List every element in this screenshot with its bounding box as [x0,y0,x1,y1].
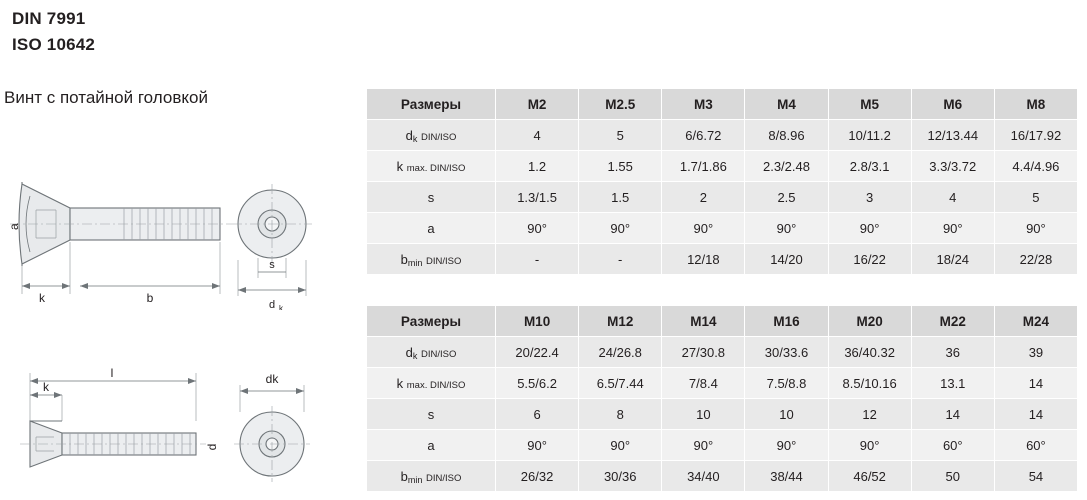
cell: 1.55 [579,151,662,182]
table-1-col-3: M4 [745,89,828,120]
table-2-body [367,337,1078,492]
dimension-table-2 [366,305,1078,492]
row-label-k: k max. DIN/ISO [367,368,496,399]
cell: 90° [745,430,828,461]
cell: 18/24 [911,244,994,275]
row-label-a: a [367,213,496,244]
cell: 8/8.96 [745,120,828,151]
cell: 90° [662,213,745,244]
cell: 10 [662,399,745,430]
cell: 90° [911,213,994,244]
row-label-bmin: bmin DIN/ISO [367,244,496,275]
drawing-label-a: a [7,223,21,230]
cell: 20/22.4 [496,337,579,368]
cell: 2.8/3.1 [828,151,911,182]
standard-din: DIN 7991 [12,9,86,28]
cell: 2 [662,182,745,213]
table-2-head [367,306,1078,337]
table-2-col-2: M14 [662,306,745,337]
drawing-label-s: s [269,259,275,271]
cell: 90° [496,430,579,461]
cell: 27/30.8 [662,337,745,368]
table-row [367,461,1078,492]
cell: 54 [994,461,1077,492]
cell: 4 [496,120,579,151]
row-label-dk: dk DIN/ISO [367,120,496,151]
cell: 38/44 [745,461,828,492]
table-1-body [367,120,1078,275]
table-2-col-4: M20 [828,306,911,337]
cell: 5 [579,120,662,151]
cell: 13.1 [911,368,994,399]
cell: 34/40 [662,461,745,492]
table-1-col-4: M5 [828,89,911,120]
cell: 90° [579,213,662,244]
row-label-k: k max. DIN/ISO [367,151,496,182]
table-1-col-6: M8 [994,89,1077,120]
drawing-label-d: d [205,443,219,451]
cell: - [579,244,662,275]
cell: 10/11.2 [828,120,911,151]
table-row [367,306,1078,337]
table-1-col-0: M2 [496,89,579,120]
drawing-label-l: l [110,366,114,380]
table-2-col-1: M12 [579,306,662,337]
cell: 14 [994,368,1077,399]
table-row [367,399,1078,430]
table-1-head [367,89,1078,120]
drawing-label-dk-sub: k [279,304,283,310]
cell: 7.5/8.8 [745,368,828,399]
cell: 90° [745,213,828,244]
cell: 1.2 [496,151,579,182]
row-label-s: s [367,182,496,213]
cell: 3 [828,182,911,213]
dimension-table-2-wrapper [366,305,1078,492]
cell: 60° [994,430,1077,461]
drawing-label-k: k [39,291,45,305]
row-label-s: s [367,399,496,430]
cell: 5 [994,182,1077,213]
cell: 22/28 [994,244,1077,275]
table-1-header-label: Размеры [367,89,496,120]
screw-drawing-side-view [0,160,360,310]
cell: 5.5/6.2 [496,368,579,399]
table-2-col-5: M22 [911,306,994,337]
cell: 8.5/10.16 [828,368,911,399]
left-illustration-column [0,0,360,500]
cell: 90° [828,213,911,244]
cell: 30/36 [579,461,662,492]
cell: 16/17.92 [994,120,1077,151]
cell: 12/18 [662,244,745,275]
cell: 2.5 [745,182,828,213]
table-1-col-2: M3 [662,89,745,120]
table-row [367,337,1078,368]
cell: 6.5/7.44 [579,368,662,399]
cell: 14/20 [745,244,828,275]
cell: 36 [911,337,994,368]
cell: 90° [828,430,911,461]
cell: 10 [745,399,828,430]
row-label-bmin: bmin DIN/ISO [367,461,496,492]
table-2-header-label: Размеры [367,306,496,337]
table-row [367,151,1078,182]
cell: - [496,244,579,275]
cell: 4 [911,182,994,213]
dimension-table-1 [366,88,1078,275]
cell: 1.5 [579,182,662,213]
cell: 12/13.44 [911,120,994,151]
cell: 90° [496,213,579,244]
screw-drawing-top-svg [0,160,360,310]
cell: 90° [579,430,662,461]
cell: 1.3/1.5 [496,182,579,213]
dimension-table-1-wrapper [366,88,1078,275]
drawing-label-b: b [146,291,154,305]
cell: 26/32 [496,461,579,492]
cell: 36/40.32 [828,337,911,368]
table-row [367,89,1078,120]
cell: 7/8.4 [662,368,745,399]
table-2-col-3: M16 [745,306,828,337]
table-2-col-6: M24 [994,306,1077,337]
table-1-col-5: M6 [911,89,994,120]
cell: 14 [911,399,994,430]
cell: 6/6.72 [662,120,745,151]
cell: 12 [828,399,911,430]
screw-drawing-length-view [0,355,360,495]
table-row [367,368,1078,399]
cell: 14 [994,399,1077,430]
table-row [367,120,1078,151]
screw-drawing-bottom-svg [0,355,360,495]
drawing-label-dk: d [268,299,276,310]
standard-iso: ISO 10642 [12,35,96,54]
cell: 16/22 [828,244,911,275]
cell: 39 [994,337,1077,368]
cell: 46/52 [828,461,911,492]
table-1-col-1: M2.5 [579,89,662,120]
table-row [367,213,1078,244]
table-row [367,244,1078,275]
cell: 24/26.8 [579,337,662,368]
standard-titles [12,6,95,58]
cell: 2.3/2.48 [745,151,828,182]
row-label-dk: dk DIN/ISO [367,337,496,368]
cell: 4.4/4.96 [994,151,1077,182]
row-label-a: a [367,430,496,461]
table-row [367,182,1078,213]
cell: 90° [994,213,1077,244]
cell: 30/33.6 [745,337,828,368]
drawing-label-k2: k [43,380,49,394]
cell: 50 [911,461,994,492]
page-title: Винт с потайной головкой [4,88,208,107]
cell: 6 [496,399,579,430]
drawing-label-dk2: dk [265,372,279,386]
cell: 3.3/3.72 [911,151,994,182]
cell: 1.7/1.86 [662,151,745,182]
cell: 60° [911,430,994,461]
cell: 8 [579,399,662,430]
table-2-col-0: M10 [496,306,579,337]
cell: 90° [662,430,745,461]
table-row [367,430,1078,461]
